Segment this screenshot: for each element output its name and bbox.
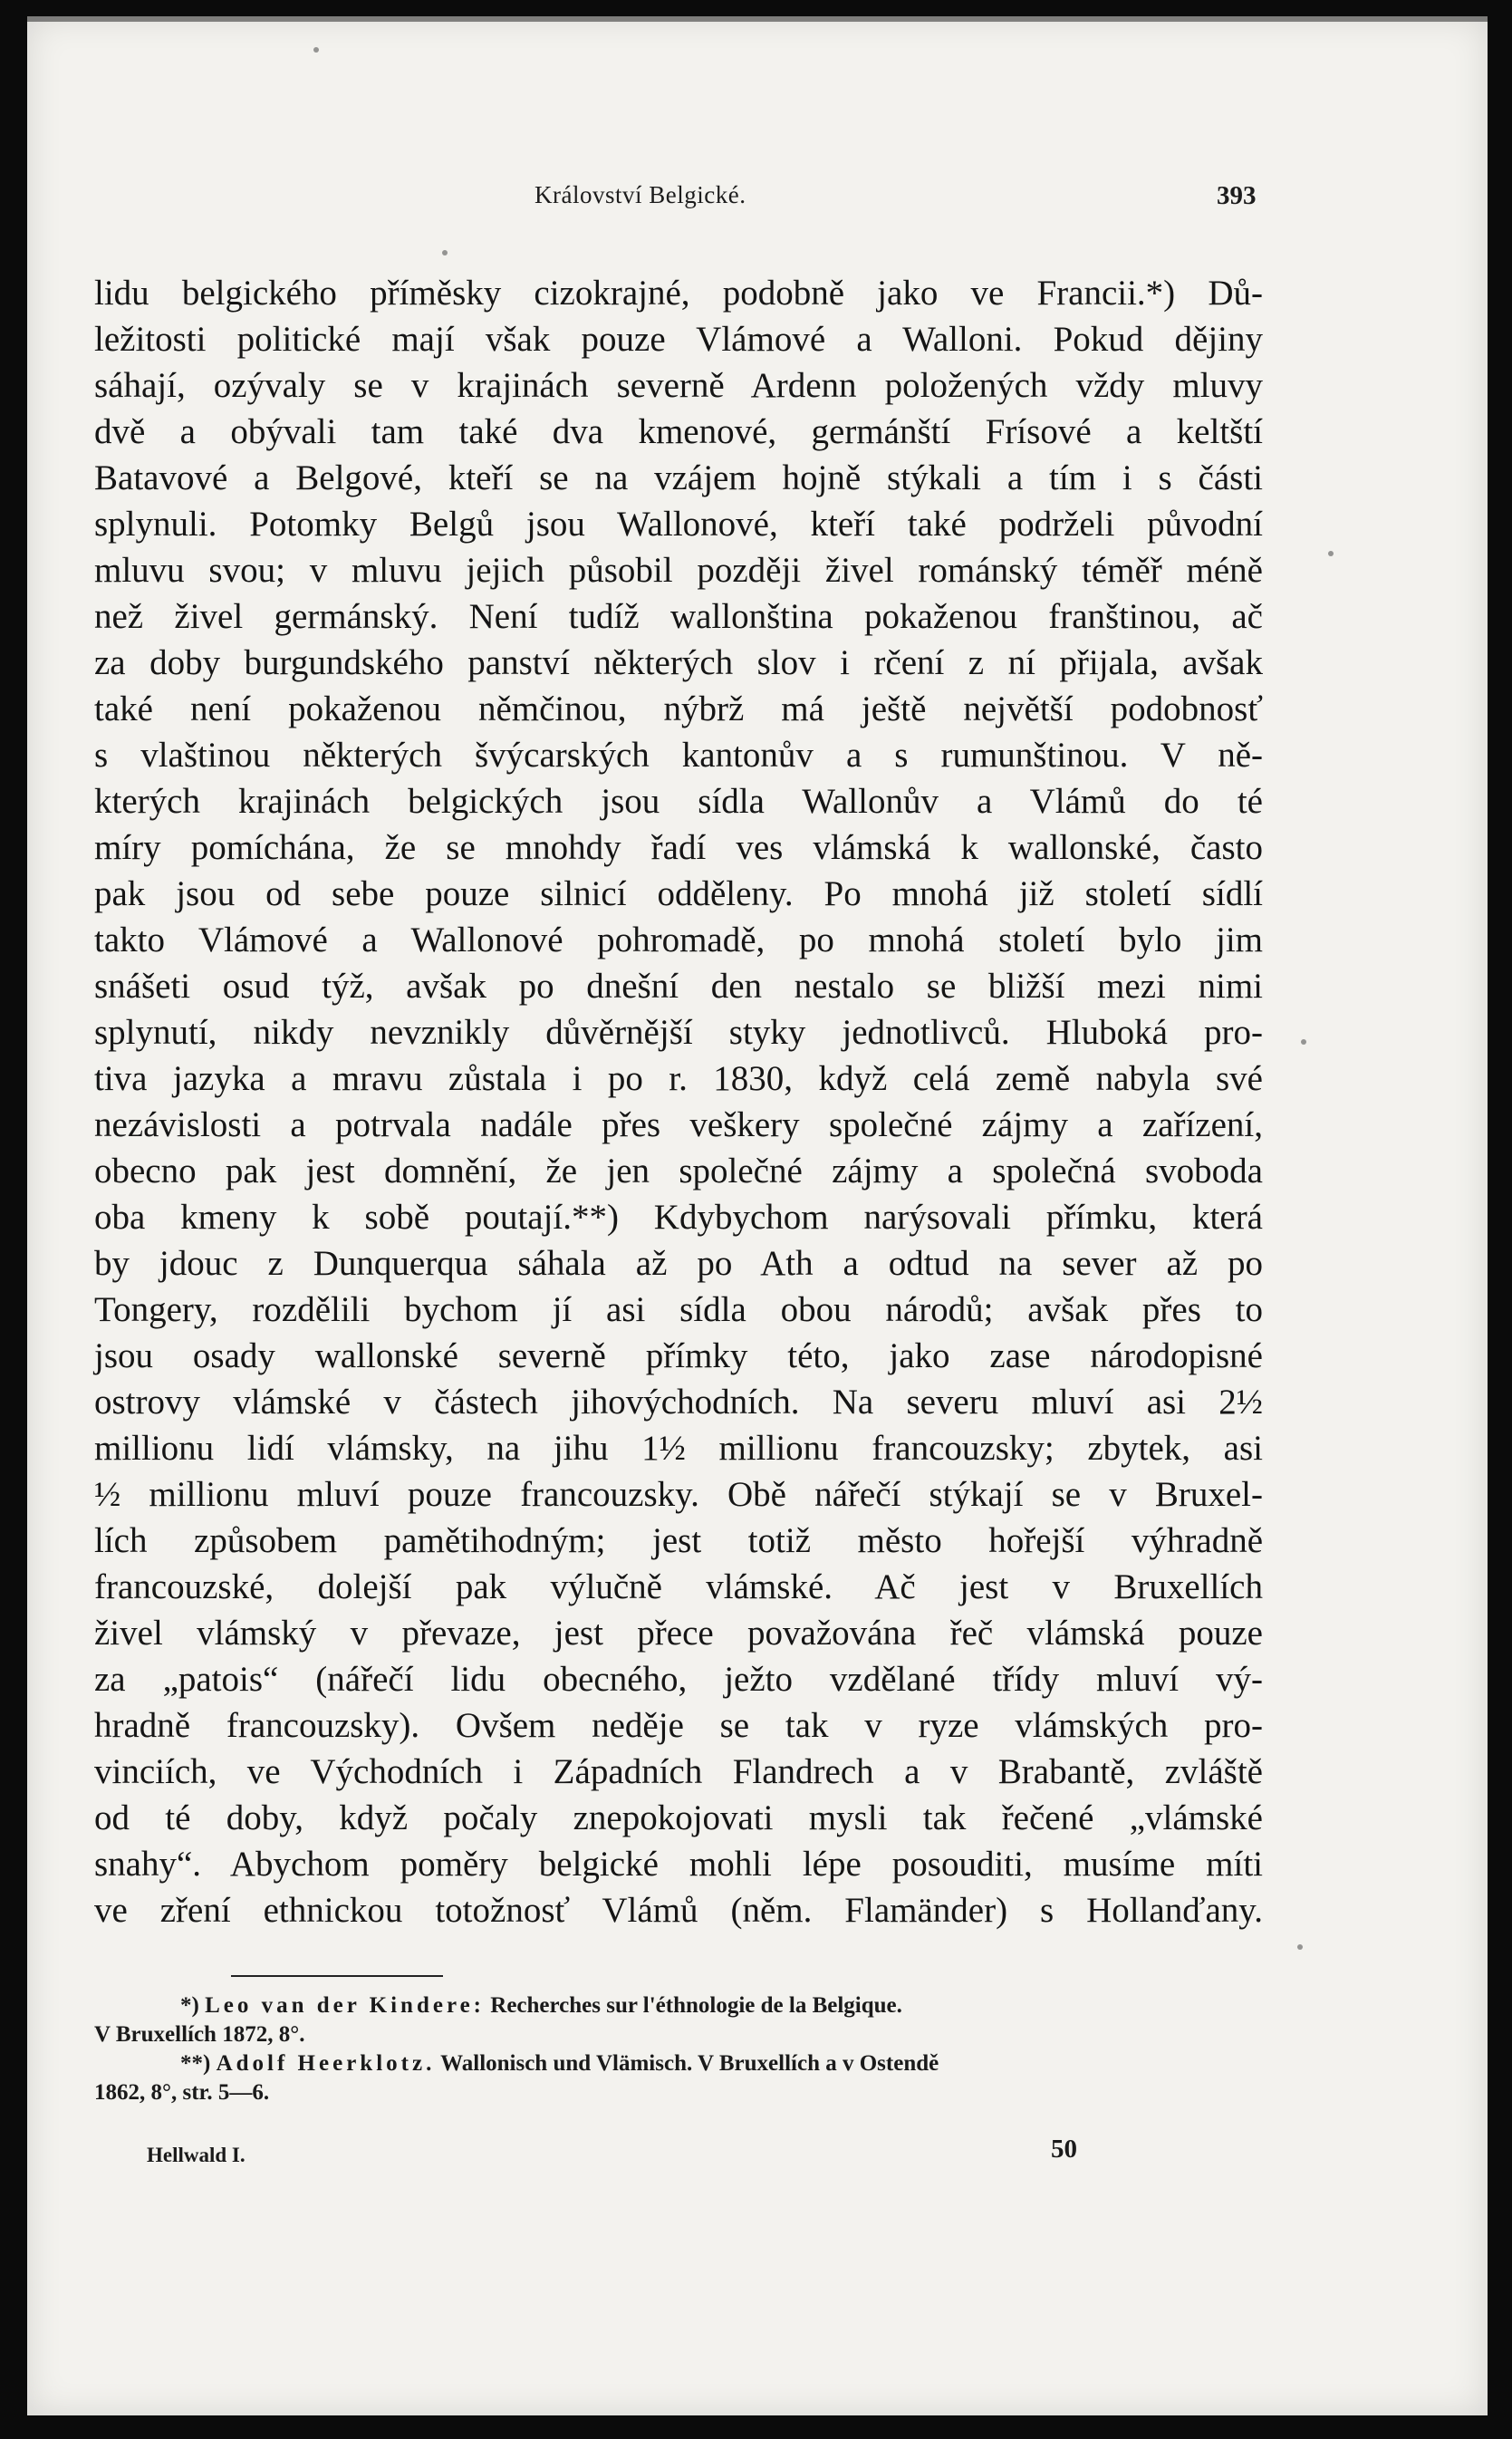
text-line: Batavové a Belgové, kteří se na vzájem hojně stýkali a tím i s části — [94, 458, 1263, 497]
text-line: dvě a obývali tam také dva kmenové, germánští Frísové a keltští — [94, 412, 1263, 451]
text-line: millionu lidí vlámsky, na jihu 1½ millionu francouzsky; zbytek, asi — [94, 1429, 1263, 1468]
text-line: jsou osady wallonské severně přímky této, jako zase národopisné — [94, 1336, 1263, 1375]
text-line: obecno pak jest domnění, že jen společné zájmy a společná svoboda — [94, 1152, 1263, 1191]
paper-speck — [442, 250, 448, 255]
text-line: vinciích, ve Východních i Západních Flandrech a v Brabantě, zvláště — [94, 1752, 1263, 1791]
text-line: mluvu svou; v mluvu jejich působil později živel románský téměř méně — [94, 551, 1263, 590]
text-line: splynuli. Potomky Belgů jsou Wallonové, kteří také podrželi původní — [94, 505, 1263, 544]
text-line: hradně francouzsky). Ovšem neděje se tak v ryze vlámských pro- — [94, 1706, 1263, 1745]
body-text — [94, 270, 1263, 1933]
footnote-2-cont: 1862, 8°, str. 5—6. — [94, 2080, 270, 2105]
footnote-1 — [94, 1991, 1263, 2020]
printer-signature: Hellwald I. — [147, 2144, 246, 2166]
paper-speck — [313, 47, 319, 53]
text-line: ostrovy vlámské v částech jihovýchodních. Na severu mluví asi 2½ — [94, 1383, 1263, 1422]
text-line: ve zření ethnickou totožnosť Vlámů (něm. Flamänder) s Hollanďany. — [94, 1891, 1263, 1930]
text-line: snahy“. Abychom poměry belgické mohli lépe posouditi, musíme míti — [94, 1845, 1263, 1884]
text-line: za doby burgundského panství některých slov i rčení z ní přijala, avšak — [94, 643, 1263, 682]
text-line: za „patois“ (nářečí lidu obecného, ježto vzdělané třídy mluví vý- — [94, 1660, 1263, 1699]
footnote-title: Wallonisch und Vlämisch. V Bruxellích a v Ostendě — [440, 2051, 939, 2076]
page-number: 393 — [1217, 181, 1257, 210]
paper-speck — [1301, 1039, 1306, 1045]
text-line: živel vlámský v převaze, jest přece považována řeč vlámská pouze — [94, 1614, 1263, 1653]
text-line: snášeti osud týž, avšak po dnešní den nestalo se bližší mezi nimi — [94, 967, 1263, 1006]
footnote-2 — [94, 2049, 1263, 2078]
text-line: tiva jazyka a mravu zůstala i po r. 1830, když celá země nabyla své — [94, 1059, 1263, 1098]
text-line: Tongery, rozdělili bychom jí asi sídla obou národů; avšak přes to — [94, 1290, 1263, 1329]
text-line: by jdouc z Dunquerqua sáhala až po Ath a odtud na sever až po — [94, 1244, 1263, 1283]
text-line: ležitosti politické mají však pouze Vlámové a Walloni. Pokud dějiny — [94, 320, 1263, 359]
footnote-title: Recherches sur l'éthnologie de la Belgique. — [490, 1993, 902, 2018]
text-line: než živel germánský. Není tudíž wallonština pokaženou franštinou, ač — [94, 597, 1263, 636]
footnote-mark: **) — [180, 2051, 211, 2076]
text-line: ½ millionu mluví pouze francouzsky. Obě nářečí stýkají se v Bruxel- — [94, 1475, 1263, 1514]
paper-speck — [1328, 551, 1334, 556]
text-line: francouzské, dolejší pak výlučně vlámské. Ač jest v Bruxellích — [94, 1567, 1263, 1606]
text-line: také není pokaženou němčinou, nýbrž má ještě největší podobnosť — [94, 689, 1263, 728]
footnote-rule — [231, 1975, 443, 1977]
text-line: s vlaštinou některých švýcarských kantonův a s rumunštinou. V ně- — [94, 736, 1263, 775]
text-line: od té doby, když počaly znepokojovati mysli tak řečené „vlámské — [94, 1798, 1263, 1837]
footnote-author: Adolf Heerklotz. — [216, 2051, 436, 2076]
footnote-1-cont: V Bruxellích 1872, 8°. — [94, 2022, 305, 2047]
text-line: míry pomíchána, že se mnohdy řadí ves vlámská k wallonské, často — [94, 828, 1263, 867]
paper-speck — [1297, 1944, 1303, 1950]
text-line: sáhají, ozývaly se v krajinách severně Ardenn položených vždy mluvy — [94, 366, 1263, 405]
text-line: kterých krajinách belgických jsou sídla Wallonův a Vlámů do té — [94, 782, 1263, 821]
footnote-mark: *) — [180, 1993, 199, 2018]
running-head: Království Belgické. — [534, 181, 746, 208]
footnote-author: Leo van der Kindere: — [205, 1993, 486, 2018]
text-line: lích způsobem pamětihodným; jest totiž město hořejší výhradně — [94, 1521, 1263, 1560]
sheet-number: 50 — [1051, 2135, 1077, 2164]
footnotes — [94, 1991, 1263, 2107]
text-line: nezávislosti a potrvala nadále přes veškery společné zájmy a zařízení, — [94, 1105, 1263, 1144]
page-top-edge — [27, 16, 1488, 22]
text-line: takto Vlámové a Wallonové pohromadě, po mnohá století bylo jim — [94, 921, 1263, 959]
text-line: splynutí, nikdy nevznikly důvěrnější styky jednotlivců. Hluboká pro- — [94, 1013, 1263, 1052]
text-line: pak jsou od sebe pouze silnicí odděleny. Po mnohá již století sídlí — [94, 874, 1263, 913]
text-line: oba kmeny k sobě poutají.**) Kdybychom narýsovali přímku, která — [94, 1198, 1263, 1237]
text-line: lidu belgického příměsky cizokrajné, podobně jako ve Francii.*) Dů- — [94, 274, 1263, 313]
